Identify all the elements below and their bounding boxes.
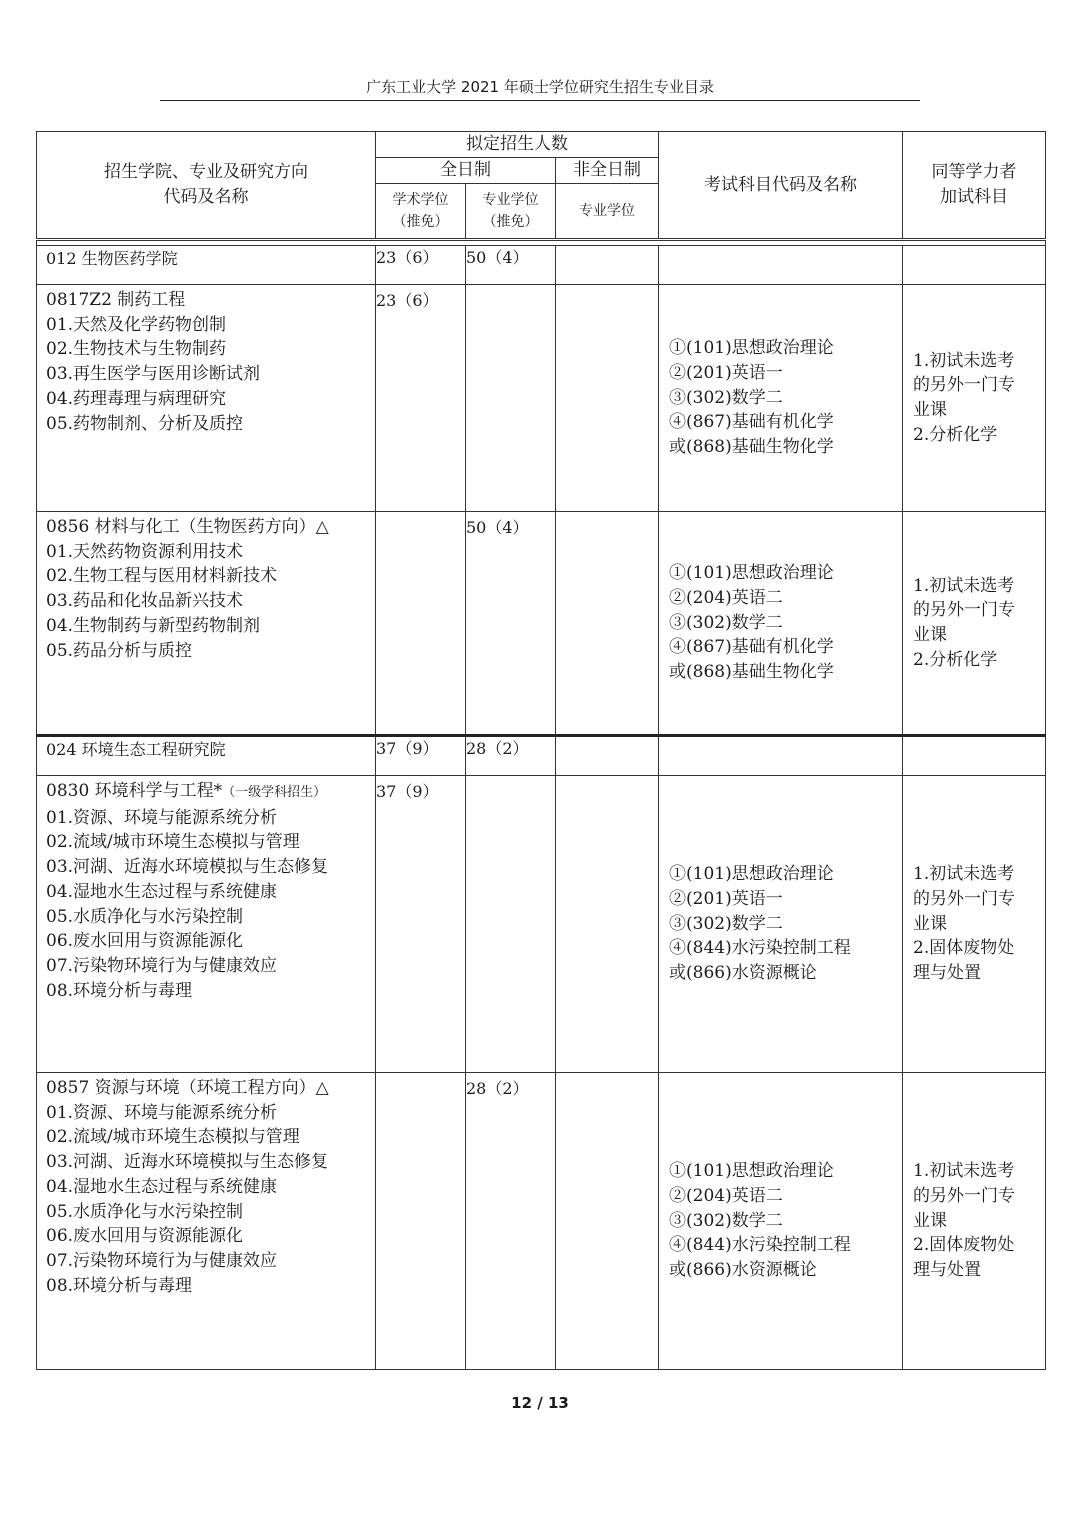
- major-extra-subjects: [903, 776, 1046, 1073]
- enrollment-catalog-table: [36, 131, 1046, 1370]
- major-direction: 03.药品和化妆品新兴技术: [46, 591, 244, 612]
- major-extra-subjects: [903, 1073, 1046, 1370]
- major-info: [37, 1073, 376, 1370]
- exam-subject: ①(101)思想政治理论: [669, 1161, 834, 1182]
- exam-subject: 或(868)基础生物化学: [669, 437, 834, 458]
- major-direction: 02.流域/城市环境生态模拟与管理: [46, 1127, 300, 1148]
- major-direction: 08.环境分析与毒理: [46, 980, 193, 1001]
- extra-subject: 1.初试未选考: [913, 1161, 1015, 1182]
- exam-subject: ①(101)思想政治理论: [669, 338, 834, 359]
- major-direction: 04.湿地水生态过程与系统健康: [46, 881, 278, 902]
- major-direction: 05.水质净化与水污染控制: [46, 906, 244, 927]
- extra-subject: 理与处置: [913, 963, 982, 984]
- exam-subject: ④(867)基础有机化学: [669, 412, 834, 433]
- major-parttime-count: [556, 285, 659, 512]
- major-title-note: （一级学科招生）: [222, 785, 327, 800]
- major-direction: 06.废水回用与资源能源化: [46, 931, 244, 952]
- header-planned-count: 拟定招生人数: [376, 132, 659, 158]
- extra-subject: 的另外一门专: [913, 375, 1016, 396]
- header-fulltime: 全日制: [376, 158, 556, 184]
- major-extra-subjects: [903, 285, 1046, 512]
- exam-subject: ③(302)数学二: [669, 612, 783, 633]
- college-extra-cell: [903, 736, 1046, 776]
- page-number: 12 / 13: [511, 1394, 569, 1412]
- major-direction: 07.污染物环境行为与健康效应: [46, 1250, 278, 1271]
- college-academic-count: 37（9）: [376, 736, 466, 776]
- major-row: [37, 512, 1046, 736]
- exam-subject: 或(868)基础生物化学: [669, 662, 834, 683]
- major-professional-count: [466, 285, 556, 512]
- header-extra-subjects: [903, 132, 1046, 240]
- major-row: [37, 776, 1046, 1073]
- header-parttime-professional: 专业学位: [556, 184, 659, 240]
- exam-subject: ①(101)思想政治理论: [669, 563, 834, 584]
- major-direction: 03.河湖、近海水环境模拟与生态修复: [46, 1152, 329, 1173]
- major-title-text: 0830 环境科学与工程*: [46, 781, 223, 801]
- major-exam-subjects: [659, 1073, 903, 1370]
- major-direction: 01.天然药物资源利用技术: [46, 541, 244, 562]
- header-professional-degree: [466, 184, 556, 240]
- major-row: [37, 1073, 1046, 1370]
- exam-subject: ①(101)思想政治理论: [669, 864, 834, 885]
- major-direction: 03.再生医学与医用诊断试剂: [46, 364, 261, 385]
- extra-subject: 2.固体废物处: [913, 1235, 1015, 1256]
- exam-subject: ②(201)英语一: [669, 888, 783, 909]
- major-info: [37, 285, 376, 512]
- header-academic-line-2: （推免）: [392, 214, 449, 230]
- major-direction: 06.废水回用与资源能源化: [46, 1226, 244, 1247]
- extra-subject: 1.初试未选考: [913, 575, 1015, 596]
- major-direction: 04.湿地水生态过程与系统健康: [46, 1176, 278, 1197]
- major-title: 0856 材料与化工（生物医药方向）△: [46, 517, 329, 537]
- college-exam-cell: [659, 736, 903, 776]
- header-professional-line-2: （推免）: [482, 214, 539, 230]
- exam-subject: ④(844)水污染控制工程: [669, 1235, 851, 1256]
- major-title: 0857 资源与环境（环境工程方向）△: [46, 1078, 329, 1098]
- major-exam-subjects: [659, 512, 903, 736]
- header-academic-degree: [376, 184, 466, 240]
- major-row: [37, 285, 1046, 512]
- major-parttime-count: [556, 512, 659, 736]
- header-professional-line-1: 专业学位: [482, 192, 539, 208]
- extra-subject: 1.初试未选考: [913, 864, 1015, 885]
- major-info: [37, 776, 376, 1073]
- major-title: 0817Z2 制药工程: [46, 290, 186, 310]
- page-header-title: 广东工业大学 2021 年硕士学位研究生招生专业目录: [160, 76, 920, 101]
- exam-subject: 或(866)水资源概论: [669, 1260, 817, 1281]
- exam-subject: ②(204)英语二: [669, 1185, 783, 1206]
- header-major-line-1: 招生学院、专业及研究方向: [104, 162, 308, 182]
- major-direction: 04.药理毒理与病理研究: [46, 388, 227, 409]
- major-parttime-count: [556, 1073, 659, 1370]
- extra-subject: 的另外一门专: [913, 1185, 1016, 1206]
- extra-subject: 的另外一门专: [913, 888, 1016, 909]
- college-extra-cell: [903, 246, 1046, 285]
- college-professional-count: 50（4）: [466, 246, 556, 285]
- exam-subject: ②(201)英语一: [669, 362, 783, 383]
- major-direction: 05.水质净化与水污染控制: [46, 1201, 244, 1222]
- exam-subject: ④(867)基础有机化学: [669, 637, 834, 658]
- exam-subject: ③(302)数学二: [669, 387, 783, 408]
- extra-subject: 理与处置: [913, 1260, 982, 1281]
- major-direction: 02.生物技术与生物制药: [46, 339, 227, 360]
- college-row: [37, 736, 1046, 776]
- exam-subject: ③(302)数学二: [669, 1210, 783, 1231]
- major-professional-count: [466, 776, 556, 1073]
- major-direction: 05.药物制剂、分析及质控: [46, 413, 244, 434]
- major-exam-subjects: [659, 285, 903, 512]
- major-direction: 01.天然及化学药物创制: [46, 314, 227, 335]
- exam-subject: 或(866)水资源概论: [669, 963, 817, 984]
- major-direction: 02.流域/城市环境生态模拟与管理: [46, 832, 300, 853]
- major-title: [46, 779, 375, 806]
- college-name: 012 生物医药学院: [37, 246, 376, 285]
- college-parttime-count: [556, 736, 659, 776]
- college-professional-count: 28（2）: [466, 736, 556, 776]
- major-academic-count: [376, 512, 466, 736]
- extra-subject: 2.分析化学: [913, 649, 998, 670]
- header-extra-line-2: 加试科目: [940, 187, 1009, 207]
- major-direction: 03.河湖、近海水环境模拟与生态修复: [46, 857, 329, 878]
- header-major-column: [37, 132, 376, 240]
- major-direction: 01.资源、环境与能源系统分析: [46, 1102, 278, 1123]
- extra-subject: 的另外一门专: [913, 600, 1016, 621]
- extra-subject: 业课: [913, 625, 948, 645]
- college-parttime-count: [556, 246, 659, 285]
- extra-subject: 业课: [913, 1210, 948, 1231]
- major-professional-count: 28（2）: [466, 1073, 556, 1370]
- major-parttime-count: [556, 776, 659, 1073]
- extra-subject: 1.初试未选考: [913, 350, 1015, 371]
- major-direction: 01.资源、环境与能源系统分析: [46, 807, 278, 828]
- header-parttime: 非全日制: [556, 158, 659, 184]
- major-direction: 02.生物工程与医用材料新技术: [46, 566, 278, 587]
- major-academic-count: 37（9）: [376, 776, 466, 1073]
- extra-subject: 2.分析化学: [913, 424, 998, 445]
- major-academic-count: [376, 1073, 466, 1370]
- header-major-line-2: 代码及名称: [163, 187, 249, 207]
- header-academic-line-1: 学术学位: [392, 192, 449, 208]
- major-direction: 07.污染物环境行为与健康效应: [46, 955, 278, 976]
- extra-subject: 2.固体废物处: [913, 938, 1015, 959]
- major-direction: 04.生物制药与新型药物制剂: [46, 615, 261, 636]
- major-direction: 05.药品分析与质控: [46, 640, 193, 661]
- college-exam-cell: [659, 246, 903, 285]
- major-extra-subjects: [903, 512, 1046, 736]
- college-name: 024 环境生态工程研究院: [37, 736, 376, 776]
- header-exam-subjects: 考试科目代码及名称: [659, 132, 903, 240]
- header-extra-line-1: 同等学力者: [931, 162, 1017, 182]
- major-academic-count: 23（6）: [376, 285, 466, 512]
- exam-subject: ②(204)英语二: [669, 587, 783, 608]
- major-info: [37, 512, 376, 736]
- college-row: [37, 246, 1046, 285]
- major-exam-subjects: [659, 776, 903, 1073]
- college-academic-count: 23（6）: [376, 246, 466, 285]
- major-direction: 08.环境分析与毒理: [46, 1275, 193, 1296]
- extra-subject: 业课: [913, 400, 948, 420]
- extra-subject: 业课: [913, 913, 948, 934]
- major-professional-count: 50（4）: [466, 512, 556, 736]
- exam-subject: ③(302)数学二: [669, 913, 783, 934]
- exam-subject: ④(844)水污染控制工程: [669, 938, 851, 959]
